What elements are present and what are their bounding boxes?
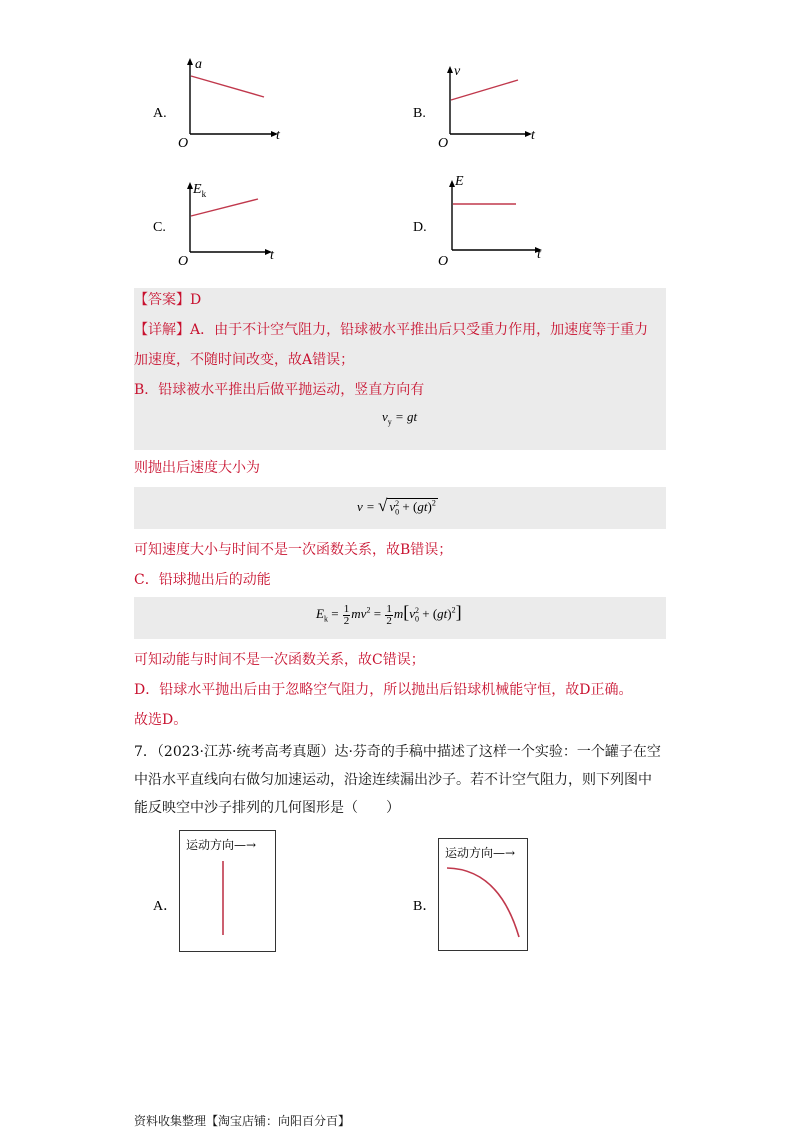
graph-c-ylabel-sub: k <box>201 188 207 199</box>
graph-a-line <box>191 76 264 97</box>
graph-b-line <box>451 80 518 100</box>
equation-vy <box>382 409 417 427</box>
arrow-right-icon: —→ <box>493 846 516 860</box>
q7-line2: 中沿水平直线向右做匀加速运动，沿途连续漏出沙子。若不计空气阻力，则下列图中 <box>134 772 652 788</box>
graph-a-origin: O <box>178 136 189 151</box>
equation-speed: v = √ $v_0^2 + (gt)^2$ <box>357 496 436 517</box>
graph-c-ylabel: $E_k$ <box>193 182 207 199</box>
q7-number: 7． <box>134 744 157 760</box>
q7-box-a-direction: 运动方向—→ <box>186 838 257 852</box>
q7-option-a: A． <box>153 899 178 914</box>
answer-detail-line1: 【详解】A．由于不计空气阻力，铅球被水平推出后只受重力作用，加速度等于重力 <box>134 322 649 338</box>
graph-a-xlabel: t <box>276 128 280 143</box>
graph-d-ylabel: E <box>455 174 464 189</box>
arrow-right-icon: —→ <box>234 838 257 852</box>
c-conclusion: 可知动能与时间不是一次函数关系，故C错误； <box>134 652 425 668</box>
eq2-lhs: v = <box>357 499 379 514</box>
c-line: C．铅球抛出后的动能 <box>134 572 271 588</box>
d-line: D．铅球水平抛出后由于忽略空气阻力，所以抛出后铅球机械能守恒，故D正确。 <box>134 682 633 698</box>
choose-line: 故选D。 <box>134 712 188 728</box>
q7-option-b: B． <box>413 899 437 914</box>
equation-ek: $E_k$ = $\frac{1}{2}$ $mv^2$ = $\frac{1}{2}$ $m[v_0^2 + (gt)^2]$ <box>316 602 462 627</box>
option-c-label: C. <box>153 220 166 235</box>
option-d-label: D. <box>413 220 427 235</box>
q7-box-a <box>179 830 276 952</box>
q7-box-b-direction: 运动方向—→ <box>445 846 516 860</box>
answer-detail-line2: 加速度，不随时间改变，故A错误； <box>134 352 355 368</box>
b-conclusion: 可知速度大小与时间不是一次函数关系，故B错误； <box>134 542 453 558</box>
graph-c-xlabel: t <box>270 248 274 263</box>
graph-d-xlabel: t <box>537 247 541 262</box>
eq1-rhs: = gt <box>391 409 418 424</box>
answer-label: 【答案】D <box>134 292 202 308</box>
q7-source: （2023·江苏·统考高考真题） <box>156 744 335 760</box>
speed-line: 则抛出后速度大小为 <box>134 460 260 476</box>
graph-d-origin: O <box>438 254 449 269</box>
graph-b-xlabel: t <box>531 128 535 143</box>
graph-c-line <box>191 199 258 216</box>
eq1-v: v <box>382 409 388 424</box>
answer-b-line: B．铅球被水平推出后做平抛运动，竖直方向有 <box>134 382 425 398</box>
graph-a-ylabel: a <box>195 57 202 72</box>
q7-box-a-sand <box>180 831 275 951</box>
q7-text-1: 达·芬奇的手稿中描述了这样一个实验：一个罐子在空 <box>334 744 661 760</box>
question-7 <box>134 738 674 822</box>
q7-line1 <box>134 738 674 766</box>
graph-b-origin: O <box>438 136 449 151</box>
q7-box-b <box>438 838 528 951</box>
option-a-label: A. <box>153 106 167 121</box>
option-b-label: B. <box>413 106 426 121</box>
eq1-sub: y <box>387 417 392 427</box>
graph-b-ylabel: v <box>454 64 461 79</box>
footer-text: 资料收集整理【淘宝店铺：向阳百分百】 <box>134 1114 351 1128</box>
q7-box-b-sand <box>439 839 527 950</box>
q7-line3: 能反映空中沙子排列的几何图形是（ ） <box>134 800 400 816</box>
graph-c-origin: O <box>178 254 189 269</box>
